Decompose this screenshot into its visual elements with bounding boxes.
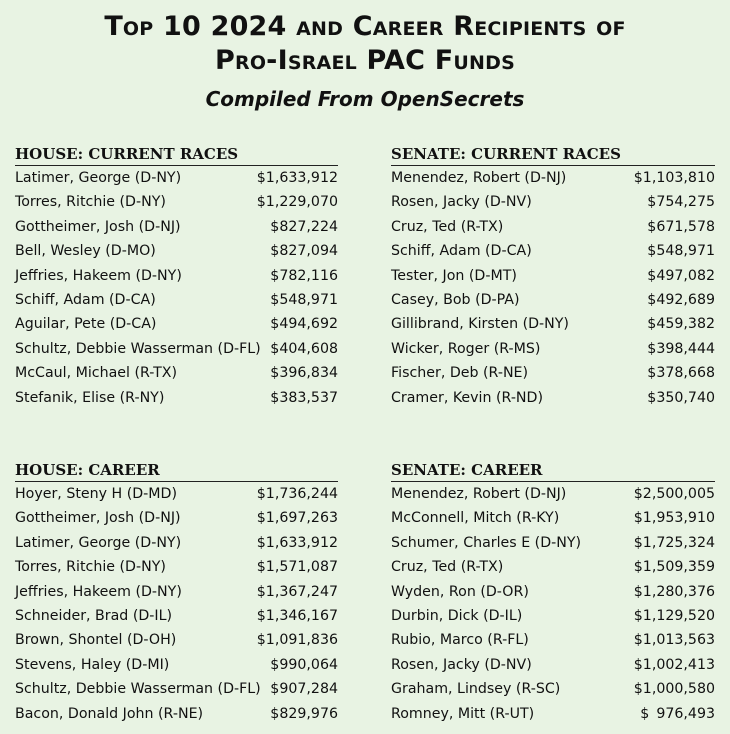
recipient-name: Durbin, Dick (D-IL) (391, 607, 523, 624)
recipient-amount: $2,500,005 (633, 486, 715, 502)
recipient-name: Jeffries, Hakeem (D-NY) (15, 267, 182, 284)
recipient-amount: $494,692 (270, 316, 338, 333)
recipient-amount: $907,284 (270, 681, 338, 698)
table-row (15, 386, 338, 410)
recipient-amount: $459,382 (647, 316, 715, 333)
recipient-amount: $497,082 (647, 267, 715, 284)
recipient-name: Hoyer, Steny H (D-MD) (15, 486, 177, 502)
recipient-name: Stevens, Haley (D-MI) (15, 656, 170, 673)
recipient-amount: $1,103,810 (633, 170, 715, 186)
table-row (391, 702, 715, 726)
table-row (391, 386, 715, 410)
house-current-races-table (15, 145, 338, 410)
recipient-name: Aguilar, Pete (D-CA) (15, 316, 157, 333)
table-row (391, 215, 715, 239)
table-row (15, 702, 338, 726)
table-row (391, 506, 715, 530)
recipient-name: Schiff, Adam (D-CA) (15, 291, 156, 308)
section-heading: SENATE: CAREER (391, 461, 715, 482)
recipient-name: Cruz, Ted (R-TX) (391, 218, 504, 235)
table-row (391, 555, 715, 579)
recipient-amount: $671,578 (647, 218, 715, 235)
table-row (15, 264, 338, 288)
recipient-amount: $1,013,563 (633, 632, 715, 649)
recipient-amount: $827,094 (270, 243, 338, 260)
table-row (15, 580, 338, 604)
recipient-name: Wicker, Roger (R-MS) (391, 340, 541, 357)
senate-career-table (391, 461, 715, 726)
recipient-name: Schumer, Charles E (D-NY) (391, 534, 582, 551)
page-subtitle: Compiled From OpenSecrets (205, 87, 525, 111)
table-row (15, 190, 338, 214)
page-title (0, 10, 730, 78)
recipient-amount: $1,725,324 (633, 534, 715, 551)
section-heading: SENATE: CURRENT RACES (391, 145, 715, 166)
recipient-name: Gillibrand, Kirsten (D-NY) (391, 316, 569, 333)
recipient-name: Schultz, Debbie Wasserman (D-FL) (15, 681, 261, 698)
table-row (391, 264, 715, 288)
recipient-amount: $754,275 (647, 194, 715, 211)
recipient-amount: $1,346,167 (256, 607, 338, 624)
recipient-name: Torres, Ritchie (D-NY) (15, 194, 166, 211)
table-row (15, 677, 338, 701)
recipient-name: Casey, Bob (D-PA) (391, 291, 520, 308)
recipient-name: Fischer, Deb (R-NE) (391, 365, 529, 382)
recipient-amount: $548,971 (270, 291, 338, 308)
recipient-amount: $1,002,413 (633, 656, 715, 673)
table-row (15, 653, 338, 677)
recipient-amount: $1,091,836 (256, 632, 338, 649)
recipient-name: Rosen, Jacky (D-NV) (391, 656, 532, 673)
recipient-name: Torres, Ritchie (D-NY) (15, 559, 166, 576)
table-row (391, 288, 715, 312)
table-row (15, 215, 338, 239)
house-career-table (15, 461, 338, 726)
recipient-amount: $378,668 (647, 365, 715, 382)
recipient-name: Menendez, Robert (D-NJ) (391, 486, 567, 502)
table-row (391, 361, 715, 385)
recipient-amount: $492,689 (647, 291, 715, 308)
recipient-amount: $1,129,520 (633, 607, 715, 624)
table-row (15, 288, 338, 312)
table-row (391, 604, 715, 628)
recipient-name: McConnell, Mitch (R-KY) (391, 510, 560, 527)
recipient-name: Cruz, Ted (R-TX) (391, 559, 504, 576)
recipient-amount: $1,229,070 (256, 194, 338, 211)
recipient-name: Jeffries, Hakeem (D-NY) (15, 583, 182, 600)
table-row (391, 653, 715, 677)
table-row (391, 628, 715, 652)
table-row (391, 580, 715, 604)
table-row (15, 604, 338, 628)
recipient-name: Latimer, George (D-NY) (15, 534, 182, 551)
recipient-name: Brown, Shontel (D-OH) (15, 632, 177, 649)
recipient-name: Romney, Mitt (R-UT) (391, 705, 535, 722)
recipient-amount: $1,367,247 (256, 583, 338, 600)
recipient-amount: $383,537 (270, 389, 338, 406)
table-row (15, 361, 338, 385)
recipient-amount: $827,224 (270, 218, 338, 235)
table-row (15, 337, 338, 361)
recipient-amount: $1,633,912 (256, 170, 338, 186)
recipient-amount: $1,000,580 (633, 681, 715, 698)
recipient-name: Stefanik, Elise (R-NY) (15, 389, 165, 406)
table-row (391, 337, 715, 361)
table-row (391, 531, 715, 555)
recipient-name: Gottheimer, Josh (D-NJ) (15, 510, 181, 527)
recipient-amount: $1,509,359 (633, 559, 715, 576)
recipient-amount: $548,971 (647, 243, 715, 260)
recipient-amount: $404,608 (270, 340, 338, 357)
table-row (15, 555, 338, 579)
recipient-name: Schneider, Brad (D-IL) (15, 607, 173, 624)
recipient-amount: $1,280,376 (633, 583, 715, 600)
recipient-amount: $1,633,912 (256, 534, 338, 551)
recipient-name: Bell, Wesley (D-MO) (15, 243, 156, 260)
table-row (15, 506, 338, 530)
table-row (391, 166, 715, 190)
recipient-name: Rosen, Jacky (D-NV) (391, 194, 532, 211)
recipient-name: Graham, Lindsey (R-SC) (391, 681, 561, 698)
recipient-amount: $829,976 (270, 705, 338, 722)
senate-current-races-table (391, 145, 715, 410)
recipient-amount: $ 976,493 (640, 705, 715, 722)
recipient-name: Schiff, Adam (D-CA) (391, 243, 532, 260)
table-row (15, 166, 338, 190)
recipient-amount: $1,736,244 (256, 486, 338, 502)
table-row (391, 482, 715, 506)
recipient-name: Gottheimer, Josh (D-NJ) (15, 218, 181, 235)
recipient-amount: $782,116 (270, 267, 338, 284)
table-row (391, 190, 715, 214)
recipient-amount: $990,064 (270, 656, 338, 673)
table-row (15, 482, 338, 506)
recipient-amount: $396,834 (270, 365, 338, 382)
table-row (15, 628, 338, 652)
title-line-2: Pro-Israel PAC Funds (215, 45, 515, 76)
section-heading: HOUSE: CURRENT RACES (15, 145, 338, 166)
recipient-amount: $1,953,910 (633, 510, 715, 527)
recipient-name: Tester, Jon (D-MT) (391, 267, 517, 284)
recipient-amount: $350,740 (647, 389, 715, 406)
recipient-amount: $1,697,263 (256, 510, 338, 527)
recipient-name: Cramer, Kevin (R-ND) (391, 389, 544, 406)
recipient-name: Bacon, Donald John (R-NE) (15, 705, 204, 722)
recipient-name: Schultz, Debbie Wasserman (D-FL) (15, 340, 261, 357)
recipient-name: Latimer, George (D-NY) (15, 170, 182, 186)
recipient-name: Wyden, Ron (D-OR) (391, 583, 529, 600)
table-row (391, 312, 715, 336)
table-row (15, 312, 338, 336)
recipient-name: McCaul, Michael (R-TX) (15, 365, 177, 382)
recipient-name: Menendez, Robert (D-NJ) (391, 170, 567, 186)
recipient-name: Rubio, Marco (R-FL) (391, 632, 529, 649)
table-row (391, 677, 715, 701)
table-row (15, 531, 338, 555)
recipient-amount: $1,571,087 (256, 559, 338, 576)
recipient-amount: $398,444 (647, 340, 715, 357)
title-line-1: Top 10 2024 and Career Recipients of (104, 11, 626, 42)
section-heading: HOUSE: CAREER (15, 461, 338, 482)
table-row (15, 239, 338, 263)
table-row (391, 239, 715, 263)
